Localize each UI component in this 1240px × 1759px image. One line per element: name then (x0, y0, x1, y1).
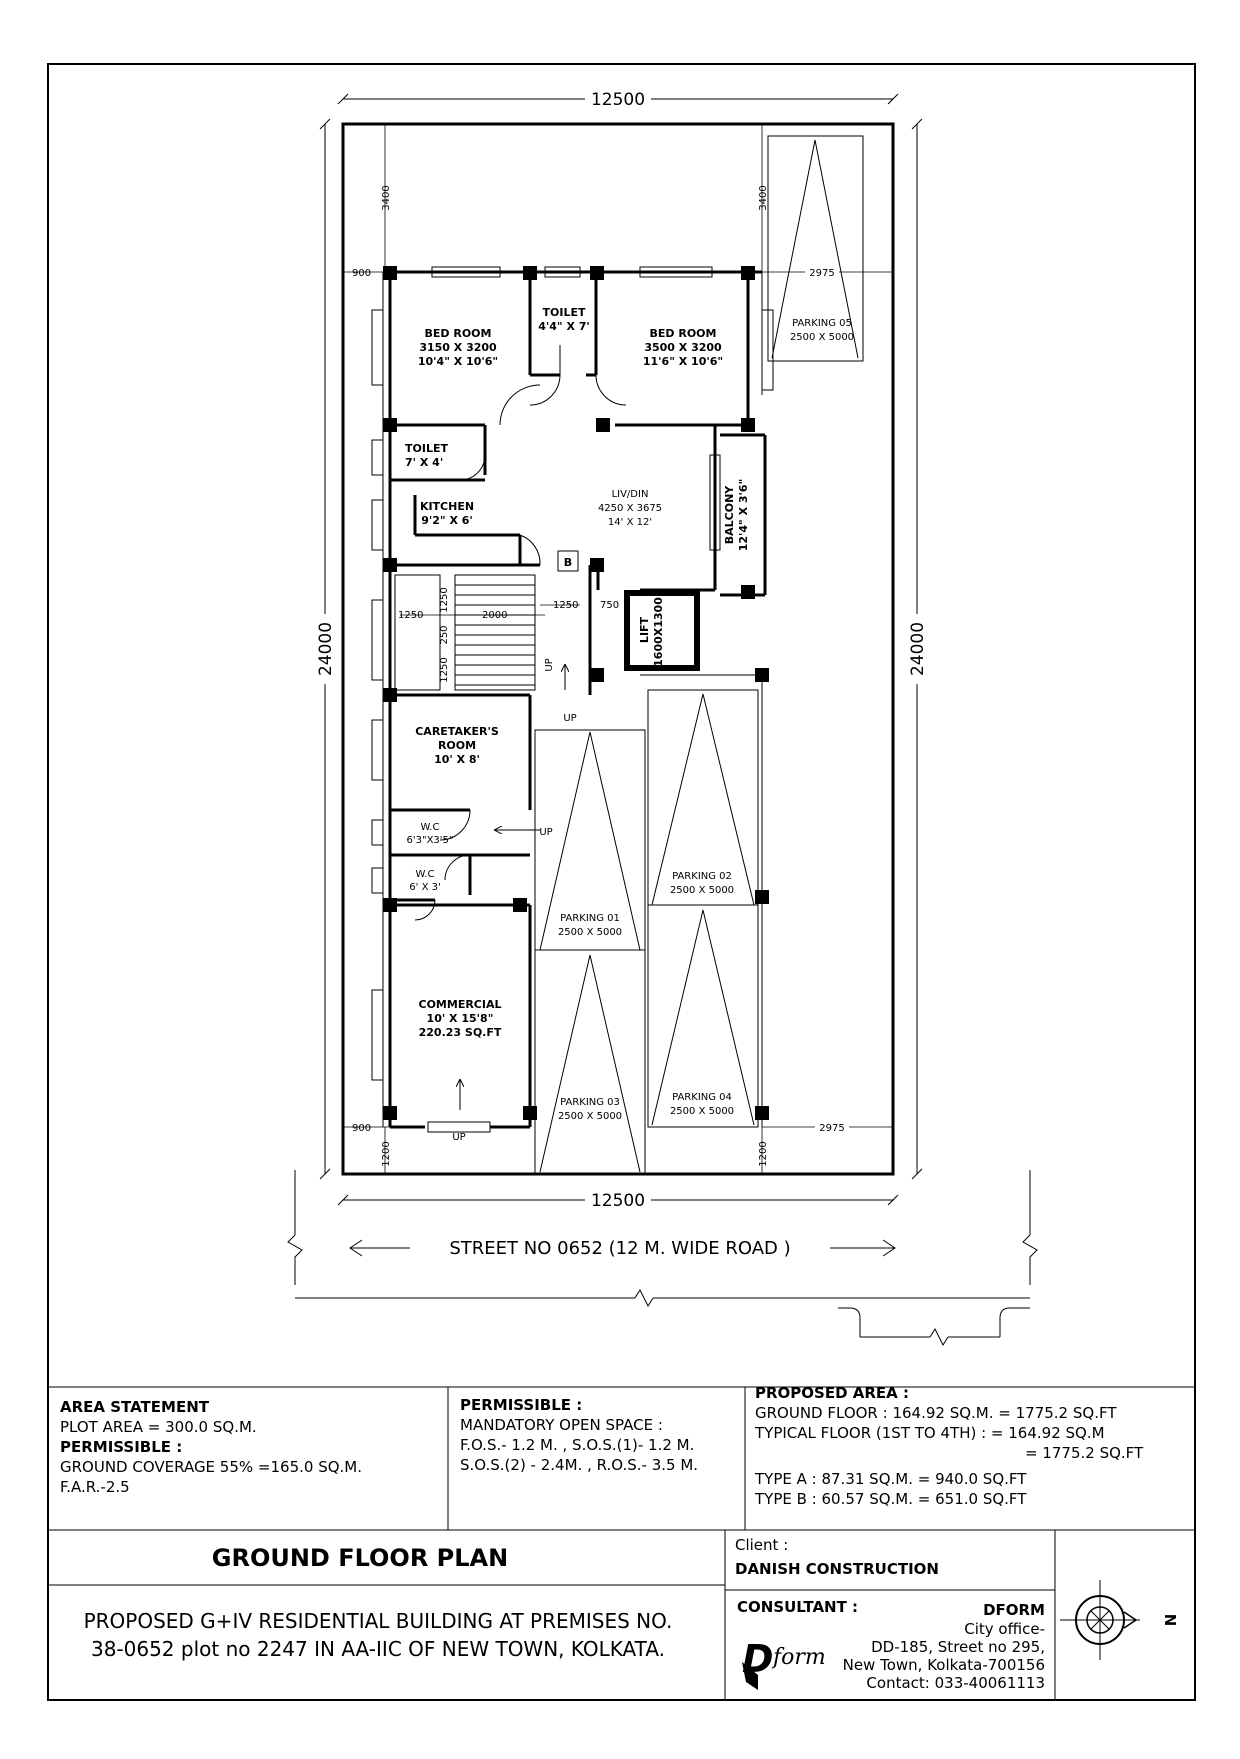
wc2-name: W.C (415, 869, 435, 880)
caretaker-name: CARETAKER'S (415, 725, 499, 738)
client-label: Client : (735, 1536, 789, 1554)
area-ground-coverage: GROUND COVERAGE 55% =165.0 SQ.M. (60, 1458, 362, 1476)
dim-stair-1250b: 1250 (553, 600, 579, 611)
bed2-imperial: 11'6" X 10'6" (642, 355, 724, 368)
dim-left-900-bot: 900 (352, 1123, 372, 1134)
firm-contact: Contact: 033-40061113 (866, 1674, 1045, 1692)
balcony-size: 12'4" X 3'6" (737, 478, 750, 552)
dim-bottom-width (338, 1189, 898, 1211)
proposed-type-a: TYPE A : 87.31 SQ.M. = 940.0 SQ.FT (755, 1470, 1027, 1488)
proposed-type-b: TYPE B : 60.57 SQ.M. = 651.0 SQ.FT (755, 1490, 1027, 1508)
parking03-name: PARKING 03 (560, 1097, 620, 1108)
dim-left-1200: 1200 (381, 1141, 392, 1167)
wc2-size: 6' X 3' (409, 882, 441, 893)
lift-size: 1600X1300 (652, 597, 665, 667)
up-arrows (460, 830, 540, 1110)
dim-left-900-top: 900 (352, 268, 372, 279)
caretaker-name2: ROOM (437, 739, 477, 752)
firm-name: DFORM (983, 1601, 1045, 1619)
parking04-size: 2500 X 5000 (669, 1106, 735, 1117)
livdin-name: LIV/DIN (611, 489, 649, 500)
project-line2: 38-0652 plot no 2247 IN AA-IIC OF NEW TOWN, KOLKATA. (90, 1637, 666, 1661)
wc1-name: W.C (420, 822, 440, 833)
staircase (395, 575, 580, 690)
livdin-imperial: 14' X 12' (607, 517, 653, 528)
parking01-size: 2500 X 5000 (557, 927, 623, 938)
proposed-typical2: = 1775.2 SQ.FT (1025, 1444, 1144, 1462)
sheet-border (48, 64, 1195, 1700)
proposed-typical1: TYPICAL FLOOR (1ST TO 4TH) : = 164.92 SQ.M (755, 1424, 1105, 1442)
north-label: N (1161, 1613, 1179, 1627)
dim-stair-v1250b: 1250 (439, 657, 450, 683)
dim-top-width-label: 12500 (590, 90, 646, 110)
firm-address1: DD-185, Street no 295, (871, 1638, 1045, 1656)
svg-text:form: form (773, 1645, 826, 1670)
dim-left-3400: 3400 (381, 185, 392, 211)
toilet-left-name: TOILET (405, 442, 448, 455)
bed2-size: 3500 X 3200 (644, 341, 722, 354)
area-far: F.A.R.-2.5 (60, 1478, 130, 1496)
compass-north-icon (1060, 1580, 1140, 1660)
parking02-size: 2500 X 5000 (669, 885, 735, 896)
client-name: DANISH CONSTRUCTION (735, 1560, 939, 1578)
firm-address2: New Town, Kolkata-700156 (842, 1656, 1045, 1674)
commercial-name: COMMERCIAL (418, 998, 502, 1011)
parking01-name: PARKING 01 (560, 913, 620, 924)
up-label-lobby: UP (563, 713, 577, 724)
plot-boundary (343, 124, 893, 1174)
street-label: STREET NO 0652 (12 M. WIDE ROAD ) (449, 1238, 791, 1259)
kitchen-size: 9'2" X 6' (421, 514, 473, 527)
dim-stair-2000: 2000 (482, 610, 508, 621)
parking02-name: PARKING 02 (672, 871, 732, 882)
bed2-name: BED ROOM (649, 327, 717, 340)
dim-bottom-width-label: 12500 (590, 1191, 646, 1211)
parking05-size: 2500 X 5000 (789, 332, 855, 343)
up-label-caretaker: UP (539, 827, 553, 838)
b-marker: B (563, 556, 573, 569)
project-line1: PROPOSED G+IV RESIDENTIAL BUILDING AT PREMISES NO. (83, 1609, 673, 1633)
drawing-title: GROUND FLOOR PLAN (211, 1544, 509, 1572)
consultant-label: CONSULTANT : (737, 1598, 859, 1616)
dim-left-height-label: 24000 (316, 621, 336, 677)
parking03-size: 2500 X 5000 (557, 1111, 623, 1122)
lift-label: LIFT (638, 616, 651, 644)
dform-logo (742, 1637, 826, 1690)
commercial-area: 220.23 SQ.FT (418, 1026, 502, 1039)
permissible-heading: PERMISSIBLE : (460, 1396, 583, 1414)
svg-text:D: D (742, 1637, 774, 1681)
dim-right-2975-bot: 2975 (819, 1123, 845, 1134)
dim-left-height (315, 119, 336, 1179)
permissible-line3: S.O.S.(2) - 2.4M. , R.O.S.- 3.5 M. (460, 1456, 699, 1474)
dim-right-3400: 3400 (758, 185, 769, 211)
dim-right-1200: 1200 (758, 1141, 769, 1167)
dim-stair-750: 750 (600, 600, 620, 611)
dim-right-2975-top: 2975 (809, 268, 835, 279)
dim-stair-1250a: 1250 (398, 610, 424, 621)
toilet-top-name: TOILET (542, 306, 586, 319)
parking05-name: PARKING 05 (792, 318, 852, 329)
structural-columns (383, 266, 769, 1120)
permissible-line1: MANDATORY OPEN SPACE : (460, 1416, 663, 1434)
commercial-size: 10' X 15'8" (426, 1012, 494, 1025)
proposed-heading: PROPOSED AREA : (755, 1384, 909, 1402)
stair-up-label: UP (544, 658, 555, 672)
proposed-ground: GROUND FLOOR : 164.92 SQ.M. = 1775.2 SQ.FT (755, 1404, 1117, 1422)
dim-right-height (907, 119, 928, 1179)
firm-office: City office- (964, 1620, 1045, 1638)
dim-stair-v1250a: 1250 (439, 587, 450, 613)
livdin-size: 4250 X 3675 (597, 503, 663, 514)
bed1-imperial: 10'4" X 10'6" (417, 355, 499, 368)
kitchen-name: KITCHEN (419, 500, 475, 513)
toilet-top-size: 4'4" X 7' (538, 320, 590, 333)
dim-stair-v250: 250 (439, 625, 450, 645)
area-permissible-heading: PERMISSIBLE : (60, 1438, 183, 1456)
wc1-size: 6'3"X3'5" (406, 835, 454, 846)
area-plot: PLOT AREA = 300.0 SQ.M. (60, 1418, 257, 1436)
bed1-size: 3150 X 3200 (419, 341, 497, 354)
dim-top-width (338, 88, 898, 110)
bed1-name: BED ROOM (424, 327, 492, 340)
caretaker-size: 10' X 8' (434, 753, 480, 766)
permissible-line2: F.O.S.- 1.2 M. , S.O.S.(1)- 1.2 M. (460, 1436, 695, 1454)
area-statement-heading: AREA STATEMENT (60, 1398, 209, 1416)
toilet-left-size: 7' X 4' (405, 456, 444, 469)
up-label-commercial: UP (452, 1132, 466, 1143)
dim-right-height-label: 24000 (908, 621, 928, 677)
balcony-name: BALCONY (723, 485, 736, 545)
parking04-name: PARKING 04 (672, 1092, 732, 1103)
